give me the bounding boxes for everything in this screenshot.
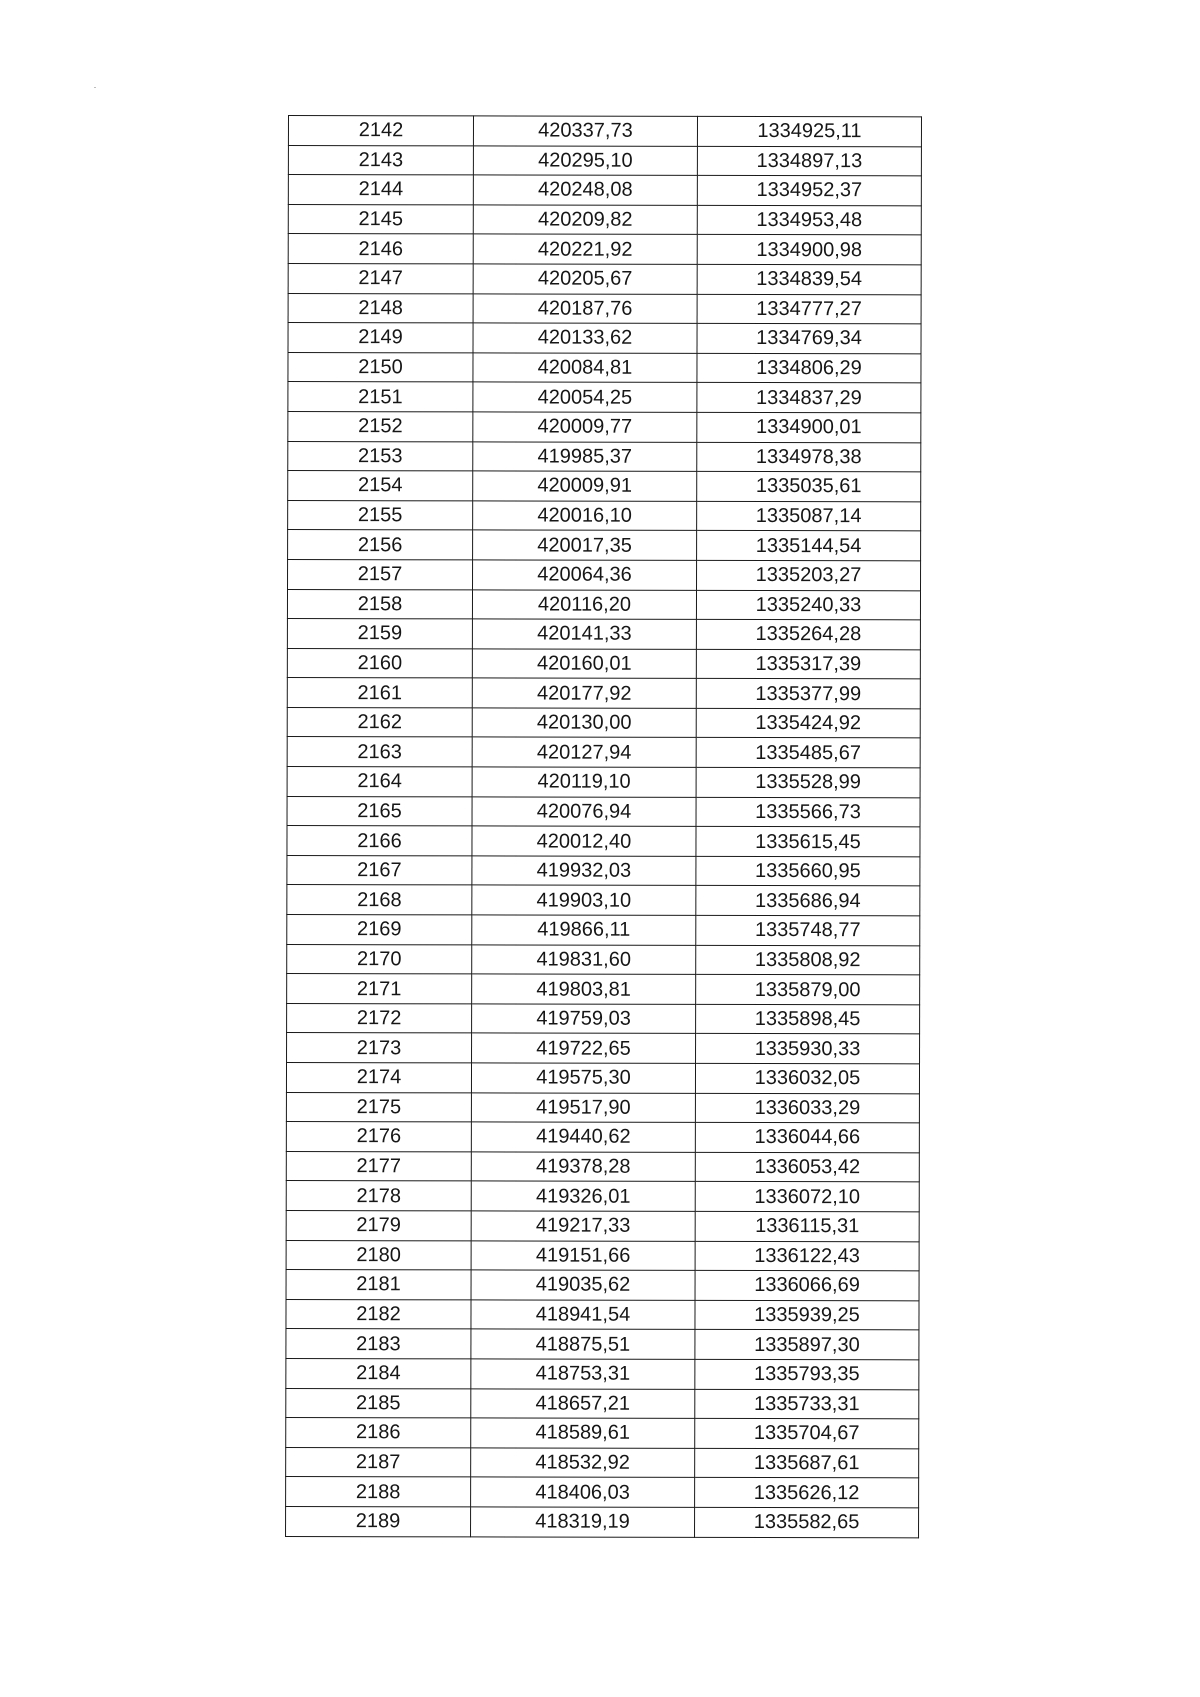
x-coordinate-cell: 420064,36 [473,560,697,590]
y-coordinate-cell: 1335035,61 [697,471,921,501]
table-row [287,915,920,946]
table-row [288,559,921,590]
point-number-cell: 2157 [288,559,473,589]
point-number-cell: 2149 [288,323,473,353]
table-row [288,204,921,235]
y-coordinate-cell: 1334925,11 [697,116,921,146]
table-row [288,263,921,294]
y-coordinate-cell: 1335582,65 [695,1507,919,1537]
y-coordinate-cell: 1336032,05 [695,1063,919,1093]
y-coordinate-cell: 1334837,29 [697,383,921,413]
point-number-cell: 2148 [288,293,473,323]
x-coordinate-cell: 418941,54 [471,1300,695,1330]
x-coordinate-cell: 419759,03 [472,1004,696,1034]
y-coordinate-cell: 1335686,94 [696,886,920,916]
point-number-cell: 2163 [287,737,472,767]
x-coordinate-cell: 420187,76 [473,293,697,323]
table-row [286,1418,919,1449]
x-coordinate-cell: 419440,62 [471,1122,695,1152]
point-number-cell: 2152 [288,411,473,441]
x-coordinate-cell: 419803,81 [472,974,696,1004]
y-coordinate-cell: 1335704,67 [695,1418,919,1448]
x-coordinate-cell: 418532,92 [471,1448,695,1478]
table-row [287,648,920,679]
x-coordinate-cell: 420016,10 [473,501,697,531]
point-number-cell: 2168 [287,885,472,915]
y-coordinate-cell: 1334900,01 [697,412,921,442]
point-number-cell: 2172 [287,1003,472,1033]
y-coordinate-cell: 1335660,95 [696,856,920,886]
point-number-cell: 2184 [286,1358,471,1388]
point-number-cell: 2159 [287,619,472,649]
x-coordinate-cell: 420160,01 [472,649,696,679]
x-coordinate-cell: 418589,61 [471,1418,695,1448]
table-row [286,1210,919,1241]
table-row [288,500,921,531]
point-number-cell: 2176 [286,1122,471,1152]
y-coordinate-cell: 1334953,48 [697,205,921,235]
y-coordinate-cell: 1334839,54 [697,264,921,294]
point-number-cell: 2169 [287,915,472,945]
y-coordinate-cell: 1335144,54 [697,531,921,561]
table-row [286,1506,919,1537]
x-coordinate-cell: 418657,21 [471,1388,695,1418]
table-row [288,293,921,324]
x-coordinate-cell: 419151,66 [471,1240,695,1270]
table-row [288,116,921,147]
table-row [288,323,921,354]
x-coordinate-cell: 418319,19 [471,1507,695,1537]
table-row [286,1447,919,1478]
x-coordinate-cell: 420116,20 [472,589,696,619]
table-row [286,1062,919,1093]
y-coordinate-cell: 1335626,12 [695,1478,919,1508]
table-row [287,1003,920,1034]
y-coordinate-cell: 1335897,30 [695,1330,919,1360]
point-number-cell: 2160 [287,648,472,678]
point-number-cell: 2144 [288,175,473,205]
y-coordinate-cell: 1335377,99 [696,679,920,709]
point-number-cell: 2167 [287,855,472,885]
point-number-cell: 2181 [286,1270,471,1300]
y-coordinate-cell: 1335748,77 [696,915,920,945]
y-coordinate-cell: 1335930,33 [696,1034,920,1064]
x-coordinate-cell: 420127,94 [472,737,696,767]
point-number-cell: 2179 [286,1210,471,1240]
table-row [288,234,921,265]
y-coordinate-cell: 1335898,45 [696,1004,920,1034]
point-number-cell: 2161 [287,678,472,708]
x-coordinate-cell: 419035,62 [471,1270,695,1300]
y-coordinate-cell: 1335485,67 [696,738,920,768]
y-coordinate-cell: 1336115,31 [695,1211,919,1241]
y-coordinate-cell: 1334777,27 [697,294,921,324]
x-coordinate-cell: 420133,62 [473,323,697,353]
table-row [287,589,920,620]
y-coordinate-cell: 1334978,38 [697,442,921,472]
x-coordinate-cell: 419378,28 [471,1152,695,1182]
table-row [288,530,921,561]
point-number-cell: 2177 [286,1151,471,1181]
point-number-cell: 2186 [286,1418,471,1448]
x-coordinate-cell: 420009,91 [473,471,697,501]
x-coordinate-cell: 420084,81 [473,353,697,383]
x-coordinate-cell: 420130,00 [472,708,696,738]
table-row [286,1299,919,1330]
y-coordinate-cell: 1336066,69 [695,1271,919,1301]
x-coordinate-cell: 420337,73 [473,116,697,146]
table-row [287,678,920,709]
x-coordinate-cell: 420205,67 [473,264,697,294]
point-number-cell: 2162 [287,707,472,737]
x-coordinate-cell: 420119,10 [472,767,696,797]
y-coordinate-cell: 1335793,35 [695,1359,919,1389]
x-coordinate-cell: 420017,35 [473,530,697,560]
x-coordinate-cell: 420009,77 [473,412,697,442]
y-coordinate-cell: 1336072,10 [695,1182,919,1212]
point-number-cell: 2189 [286,1506,471,1536]
point-number-cell: 2188 [286,1477,471,1507]
point-number-cell: 2182 [286,1299,471,1329]
table-row [286,1358,919,1389]
table-row [287,796,920,827]
y-coordinate-cell: 1335687,61 [695,1448,919,1478]
y-coordinate-cell: 1335733,31 [695,1389,919,1419]
table-row [288,352,921,383]
x-coordinate-cell: 418875,51 [471,1329,695,1359]
table-row [287,767,920,798]
table-row [287,944,920,975]
table-row [288,382,921,413]
x-coordinate-cell: 420295,10 [473,145,697,175]
point-number-cell: 2156 [288,530,473,560]
x-coordinate-cell: 418753,31 [471,1359,695,1389]
point-number-cell: 2150 [288,352,473,382]
table-row [287,974,920,1005]
table-row [287,619,920,650]
y-coordinate-cell: 1334897,13 [697,146,921,176]
table-row [286,1181,919,1212]
table-row [286,1329,919,1360]
y-coordinate-cell: 1335087,14 [697,501,921,531]
y-coordinate-cell: 1335879,00 [696,975,920,1005]
point-number-cell: 2173 [287,1033,472,1063]
table-row [286,1388,919,1419]
x-coordinate-cell: 419932,03 [472,856,696,886]
x-coordinate-cell: 420054,25 [473,382,697,412]
y-coordinate-cell: 1335240,33 [696,590,920,620]
x-coordinate-cell: 419903,10 [472,885,696,915]
x-coordinate-cell: 419985,37 [473,441,697,471]
point-number-cell: 2155 [288,500,473,530]
point-number-cell: 2175 [286,1092,471,1122]
point-number-cell: 2165 [287,796,472,826]
x-coordinate-cell: 420141,33 [472,619,696,649]
x-coordinate-cell: 420209,82 [473,205,697,235]
y-coordinate-cell: 1336044,66 [695,1123,919,1153]
table-row [287,1033,920,1064]
table-row [288,411,921,442]
point-number-cell: 2142 [288,116,473,146]
y-coordinate-cell: 1335808,92 [696,945,920,975]
y-coordinate-cell: 1334952,37 [697,176,921,206]
y-coordinate-cell: 1335566,73 [696,797,920,827]
x-coordinate-cell: 420177,92 [472,678,696,708]
x-coordinate-cell: 419326,01 [471,1181,695,1211]
y-coordinate-cell: 1334806,29 [697,353,921,383]
point-number-cell: 2185 [286,1388,471,1418]
y-coordinate-cell: 1336033,29 [695,1093,919,1123]
point-number-cell: 2178 [286,1181,471,1211]
y-coordinate-cell: 1335424,92 [696,708,920,738]
x-coordinate-cell: 420012,40 [472,826,696,856]
y-coordinate-cell: 1335203,27 [697,560,921,590]
point-number-cell: 2145 [288,204,473,234]
x-coordinate-cell: 419517,90 [471,1092,695,1122]
table-row [286,1240,919,1271]
y-coordinate-cell: 1335615,45 [696,827,920,857]
x-coordinate-cell: 419722,65 [472,1033,696,1063]
x-coordinate-cell: 419575,30 [471,1063,695,1093]
table-row [286,1122,919,1153]
point-number-cell: 2143 [288,145,473,175]
point-number-cell: 2166 [287,826,472,856]
y-coordinate-cell: 1336053,42 [695,1152,919,1182]
y-coordinate-cell: 1334900,98 [697,235,921,265]
x-coordinate-cell: 419217,33 [471,1211,695,1241]
y-coordinate-cell: 1335528,99 [696,767,920,797]
point-number-cell: 2174 [286,1062,471,1092]
table-row [286,1092,919,1123]
table-row [286,1477,919,1508]
table-row [287,826,920,857]
x-coordinate-cell: 419866,11 [472,915,696,945]
point-number-cell: 2180 [286,1240,471,1270]
coordinates-table [285,115,922,1538]
table-row [287,707,920,738]
table-row [287,737,920,768]
coordinates-table-body [286,116,922,1538]
point-number-cell: 2147 [288,263,473,293]
table-row [286,1151,919,1182]
y-coordinate-cell: 1334769,34 [697,324,921,354]
x-coordinate-cell: 418406,03 [471,1477,695,1507]
table-row [287,855,920,886]
x-coordinate-cell: 420221,92 [473,234,697,264]
point-number-cell: 2183 [286,1329,471,1359]
point-number-cell: 2153 [288,441,473,471]
y-coordinate-cell: 1335264,28 [696,619,920,649]
point-number-cell: 2171 [287,974,472,1004]
point-number-cell: 2154 [288,471,473,501]
point-number-cell: 2187 [286,1447,471,1477]
y-coordinate-cell: 1335317,39 [696,649,920,679]
x-coordinate-cell: 420248,08 [473,175,697,205]
y-coordinate-cell: 1336122,43 [695,1241,919,1271]
x-coordinate-cell: 419831,60 [472,945,696,975]
x-coordinate-cell: 420076,94 [472,797,696,827]
y-coordinate-cell: 1335939,25 [695,1300,919,1330]
scan-speck [94,87,96,88]
point-number-cell: 2158 [287,589,472,619]
point-number-cell: 2164 [287,767,472,797]
point-number-cell: 2146 [288,234,473,264]
table-row [288,175,921,206]
table-row [288,145,921,176]
table-row [286,1270,919,1301]
table-row [287,885,920,916]
table-row [288,441,921,472]
point-number-cell: 2151 [288,382,473,412]
point-number-cell: 2170 [287,944,472,974]
table-row [288,471,921,502]
